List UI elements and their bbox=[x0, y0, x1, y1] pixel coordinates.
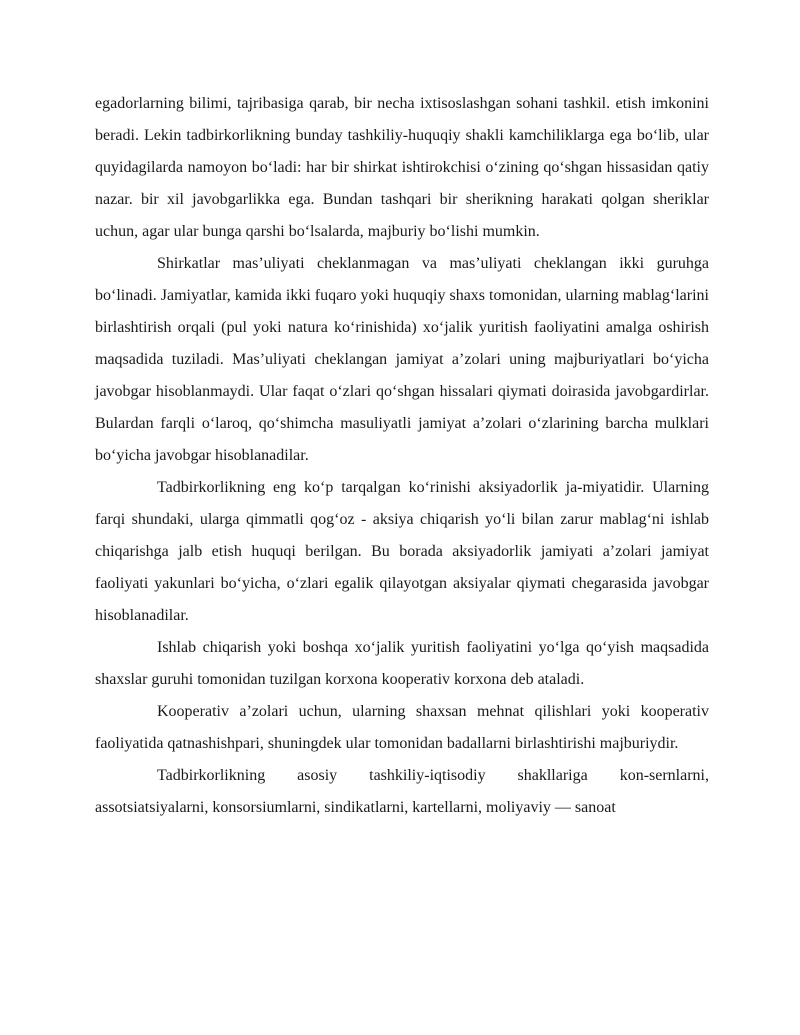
paragraph-kooperativ-members: Kooperativ a’zolari uchun, ularning shaxsan mehnat qilishlari yoki kooperativ faoliyatida qatnashishpari, shuningdek ular tomonidan badallarni birlashtirishi majburiydir. bbox=[95, 703, 709, 752]
paragraph-continuation: egadorlarning bilimi, tajribasiga qarab, bir necha ixtisoslashgan sohani tashkil. etish imkonini beradi. Lekin tadbirkorlikning bunday tashkiliy-huquqiy shakli kamchiliklarga ega bo‘lib, ular quyidagilarda namoyon bo‘ladi: har bir shirkat ishtirokchisi o‘zining qo‘shgan hissasidan qatiy nazar. bir xil javobgarlikka ega. Bundan tashqari bir sherikning harakati qolgan sheriklar uchun, agar ular bunga qarshi bo‘lsalarda, majburiy bo‘lishi mumkin. bbox=[95, 95, 709, 240]
document-page bbox=[95, 88, 709, 824]
paragraph-shakllar: Tadbirkorlikning asosiy tashkiliy-iqtisodiy shakllariga kon-sernlarni, assotsiatsiyalarni, konsorsiumlarni, sindikatlarni, kartellarni, moliyaviy — sanoat bbox=[95, 767, 709, 816]
paragraph-aksiyadorlik: Tadbirkorlikning eng ko‘p tarqalgan ko‘rinishi aksiyadorlik ja-miyatidir. Ularning farqi shundaki, ularga qimmatli qog‘oz - aksiya chiqarish yo‘li bilan zarur mablag‘ni ishlab chiqarishga jalb etish huquqi berilgan. Bu borada aksiyadorlik jamiyati a’zolari jamiyat faoliyati yakunlari bo‘yicha, o‘zlari egalik qilayotgan aksiyalar qiymati chegarasida javobgar hisoblanadilar. bbox=[95, 479, 709, 624]
paragraph-kooperativ-definition: Ishlab chiqarish yoki boshqa xo‘jalik yuritish faoliyatini yo‘lga qo‘yish maqsadida shaxslar guruhi tomonidan tuzilgan korxona kooperativ korxona deb ataladi. bbox=[95, 639, 709, 688]
paragraph-shirkatlar: Shirkatlar mas’uliyati cheklanmagan va mas’uliyati cheklangan ikki guruhga bo‘linadi. Jamiyatlar, kamida ikki fuqaro yoki huquqiy shaxs tomonidan, ularning mablag‘larini birlashtirish orqali (pul yoki natura ko‘rinishida) xo‘jalik yuritish faoliyatini amalga oshirish maqsadida tuziladi. Mas’uliyati cheklangan jamiyat a’zolari uning majburiyatlari bo‘yicha javobgar hisoblanmaydi. Ular faqat o‘zlari qo‘shgan hissalari qiymati doirasida javobgardirlar. Bulardan farqli o‘laroq, qo‘shimcha masuliyatli jamiyat a’zolari o‘zlarining barcha mulklari bo‘yicha javobgar hisoblanadilar. bbox=[95, 255, 709, 464]
